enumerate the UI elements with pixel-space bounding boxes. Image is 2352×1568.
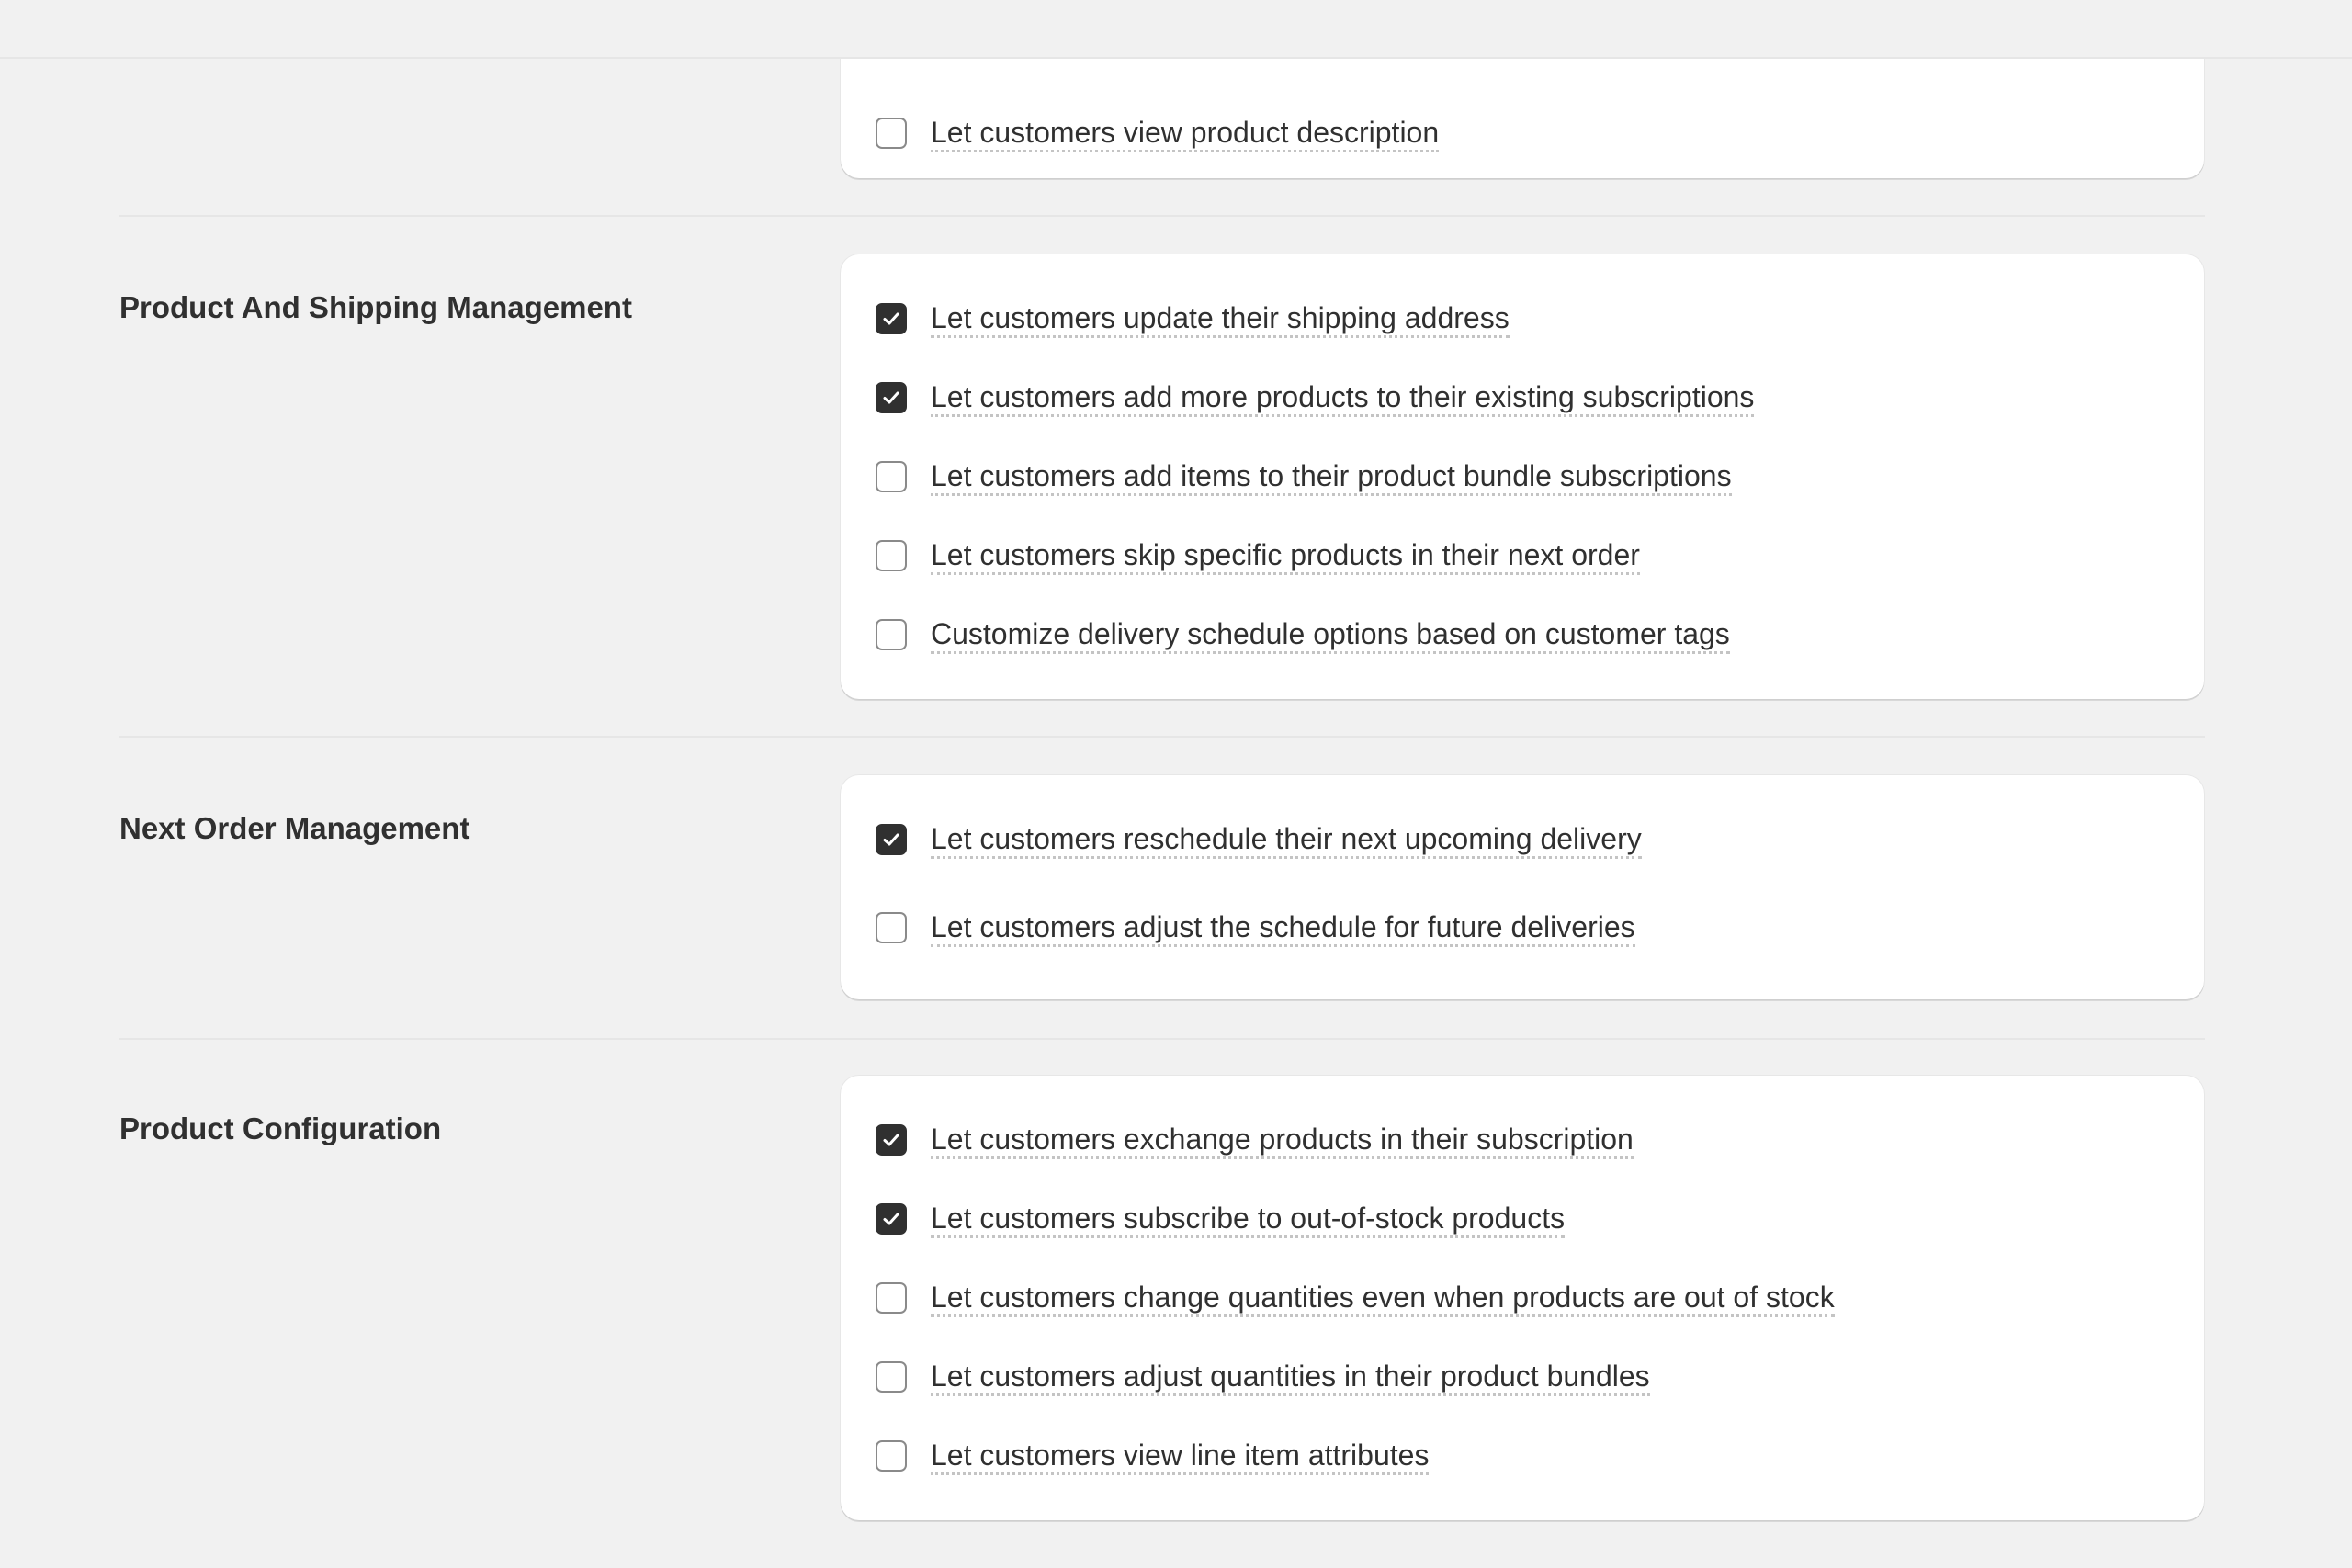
checkbox[interactable] bbox=[876, 303, 907, 334]
section-title-product-configuration: Product Configuration bbox=[119, 1111, 442, 1145]
checkbox[interactable] bbox=[876, 461, 907, 492]
checkbox[interactable] bbox=[876, 619, 907, 650]
option-label[interactable]: Let customers subscribe to out-of-stock products bbox=[931, 1201, 1565, 1238]
option-update-shipping-address[interactable] bbox=[876, 300, 1510, 337]
section-divider bbox=[119, 1038, 2205, 1040]
settings-card-product-configuration bbox=[841, 1076, 2204, 1520]
section-divider bbox=[119, 736, 2205, 738]
option-adjust-bundle-quantities[interactable] bbox=[876, 1359, 1650, 1395]
checkbox[interactable] bbox=[876, 824, 907, 855]
checkbox[interactable] bbox=[876, 1282, 907, 1314]
checkmark-icon bbox=[881, 388, 901, 408]
option-subscribe-out-of-stock[interactable] bbox=[876, 1201, 1565, 1237]
checkbox[interactable] bbox=[876, 540, 907, 571]
option-label[interactable]: Let customers reschedule their next upcoming delivery bbox=[931, 821, 1642, 859]
checkmark-icon bbox=[881, 309, 901, 329]
settings-card-next-order bbox=[841, 775, 2204, 999]
option-customize-delivery-schedule[interactable] bbox=[876, 616, 1730, 653]
section-divider bbox=[119, 215, 2205, 217]
checkbox[interactable] bbox=[876, 118, 907, 149]
option-label[interactable]: Customize delivery schedule options based on customer tags bbox=[931, 616, 1730, 654]
option-label[interactable]: Let customers exchange products in their subscription bbox=[931, 1122, 1634, 1159]
checkmark-icon bbox=[881, 829, 901, 850]
option-label[interactable]: Let customers adjust quantities in their product bundles bbox=[931, 1359, 1650, 1396]
top-bar bbox=[0, 0, 2352, 59]
checkbox[interactable] bbox=[876, 1361, 907, 1393]
checkbox[interactable] bbox=[876, 382, 907, 413]
option-label[interactable]: Let customers add more products to their existing subscriptions bbox=[931, 379, 1754, 417]
option-reschedule-next-delivery[interactable] bbox=[876, 821, 1642, 858]
option-view-line-item-attributes[interactable] bbox=[876, 1438, 1429, 1474]
option-label[interactable]: Let customers view product description bbox=[931, 115, 1439, 152]
option-add-items-bundle[interactable] bbox=[876, 458, 1732, 495]
option-label[interactable]: Let customers skip specific products in their next order bbox=[931, 537, 1640, 575]
option-view-product-description[interactable] bbox=[876, 115, 1439, 152]
option-label[interactable]: Let customers change quantities even when products are out of stock bbox=[931, 1280, 1835, 1317]
section-title-next-order: Next Order Management bbox=[119, 811, 470, 845]
section-title-product-shipping: Product And Shipping Management bbox=[119, 290, 632, 324]
option-label[interactable]: Let customers view line item attributes bbox=[931, 1438, 1429, 1475]
option-add-more-products[interactable] bbox=[876, 379, 1754, 416]
checkbox[interactable] bbox=[876, 912, 907, 943]
option-label[interactable]: Let customers update their shipping address bbox=[931, 300, 1510, 338]
option-change-quantities-out-of-stock[interactable] bbox=[876, 1280, 1835, 1316]
settings-card-product-shipping bbox=[841, 254, 2204, 699]
checkmark-icon bbox=[881, 1130, 901, 1150]
option-exchange-products[interactable] bbox=[876, 1122, 1634, 1158]
option-label[interactable]: Let customers add items to their product bundle subscriptions bbox=[931, 458, 1732, 496]
option-adjust-future-schedule[interactable] bbox=[876, 909, 1635, 946]
option-skip-specific-products[interactable] bbox=[876, 537, 1640, 574]
checkbox[interactable] bbox=[876, 1440, 907, 1472]
checkmark-icon bbox=[881, 1209, 901, 1229]
checkbox[interactable] bbox=[876, 1124, 907, 1156]
checkbox[interactable] bbox=[876, 1203, 907, 1235]
option-label[interactable]: Let customers adjust the schedule for future deliveries bbox=[931, 909, 1635, 947]
